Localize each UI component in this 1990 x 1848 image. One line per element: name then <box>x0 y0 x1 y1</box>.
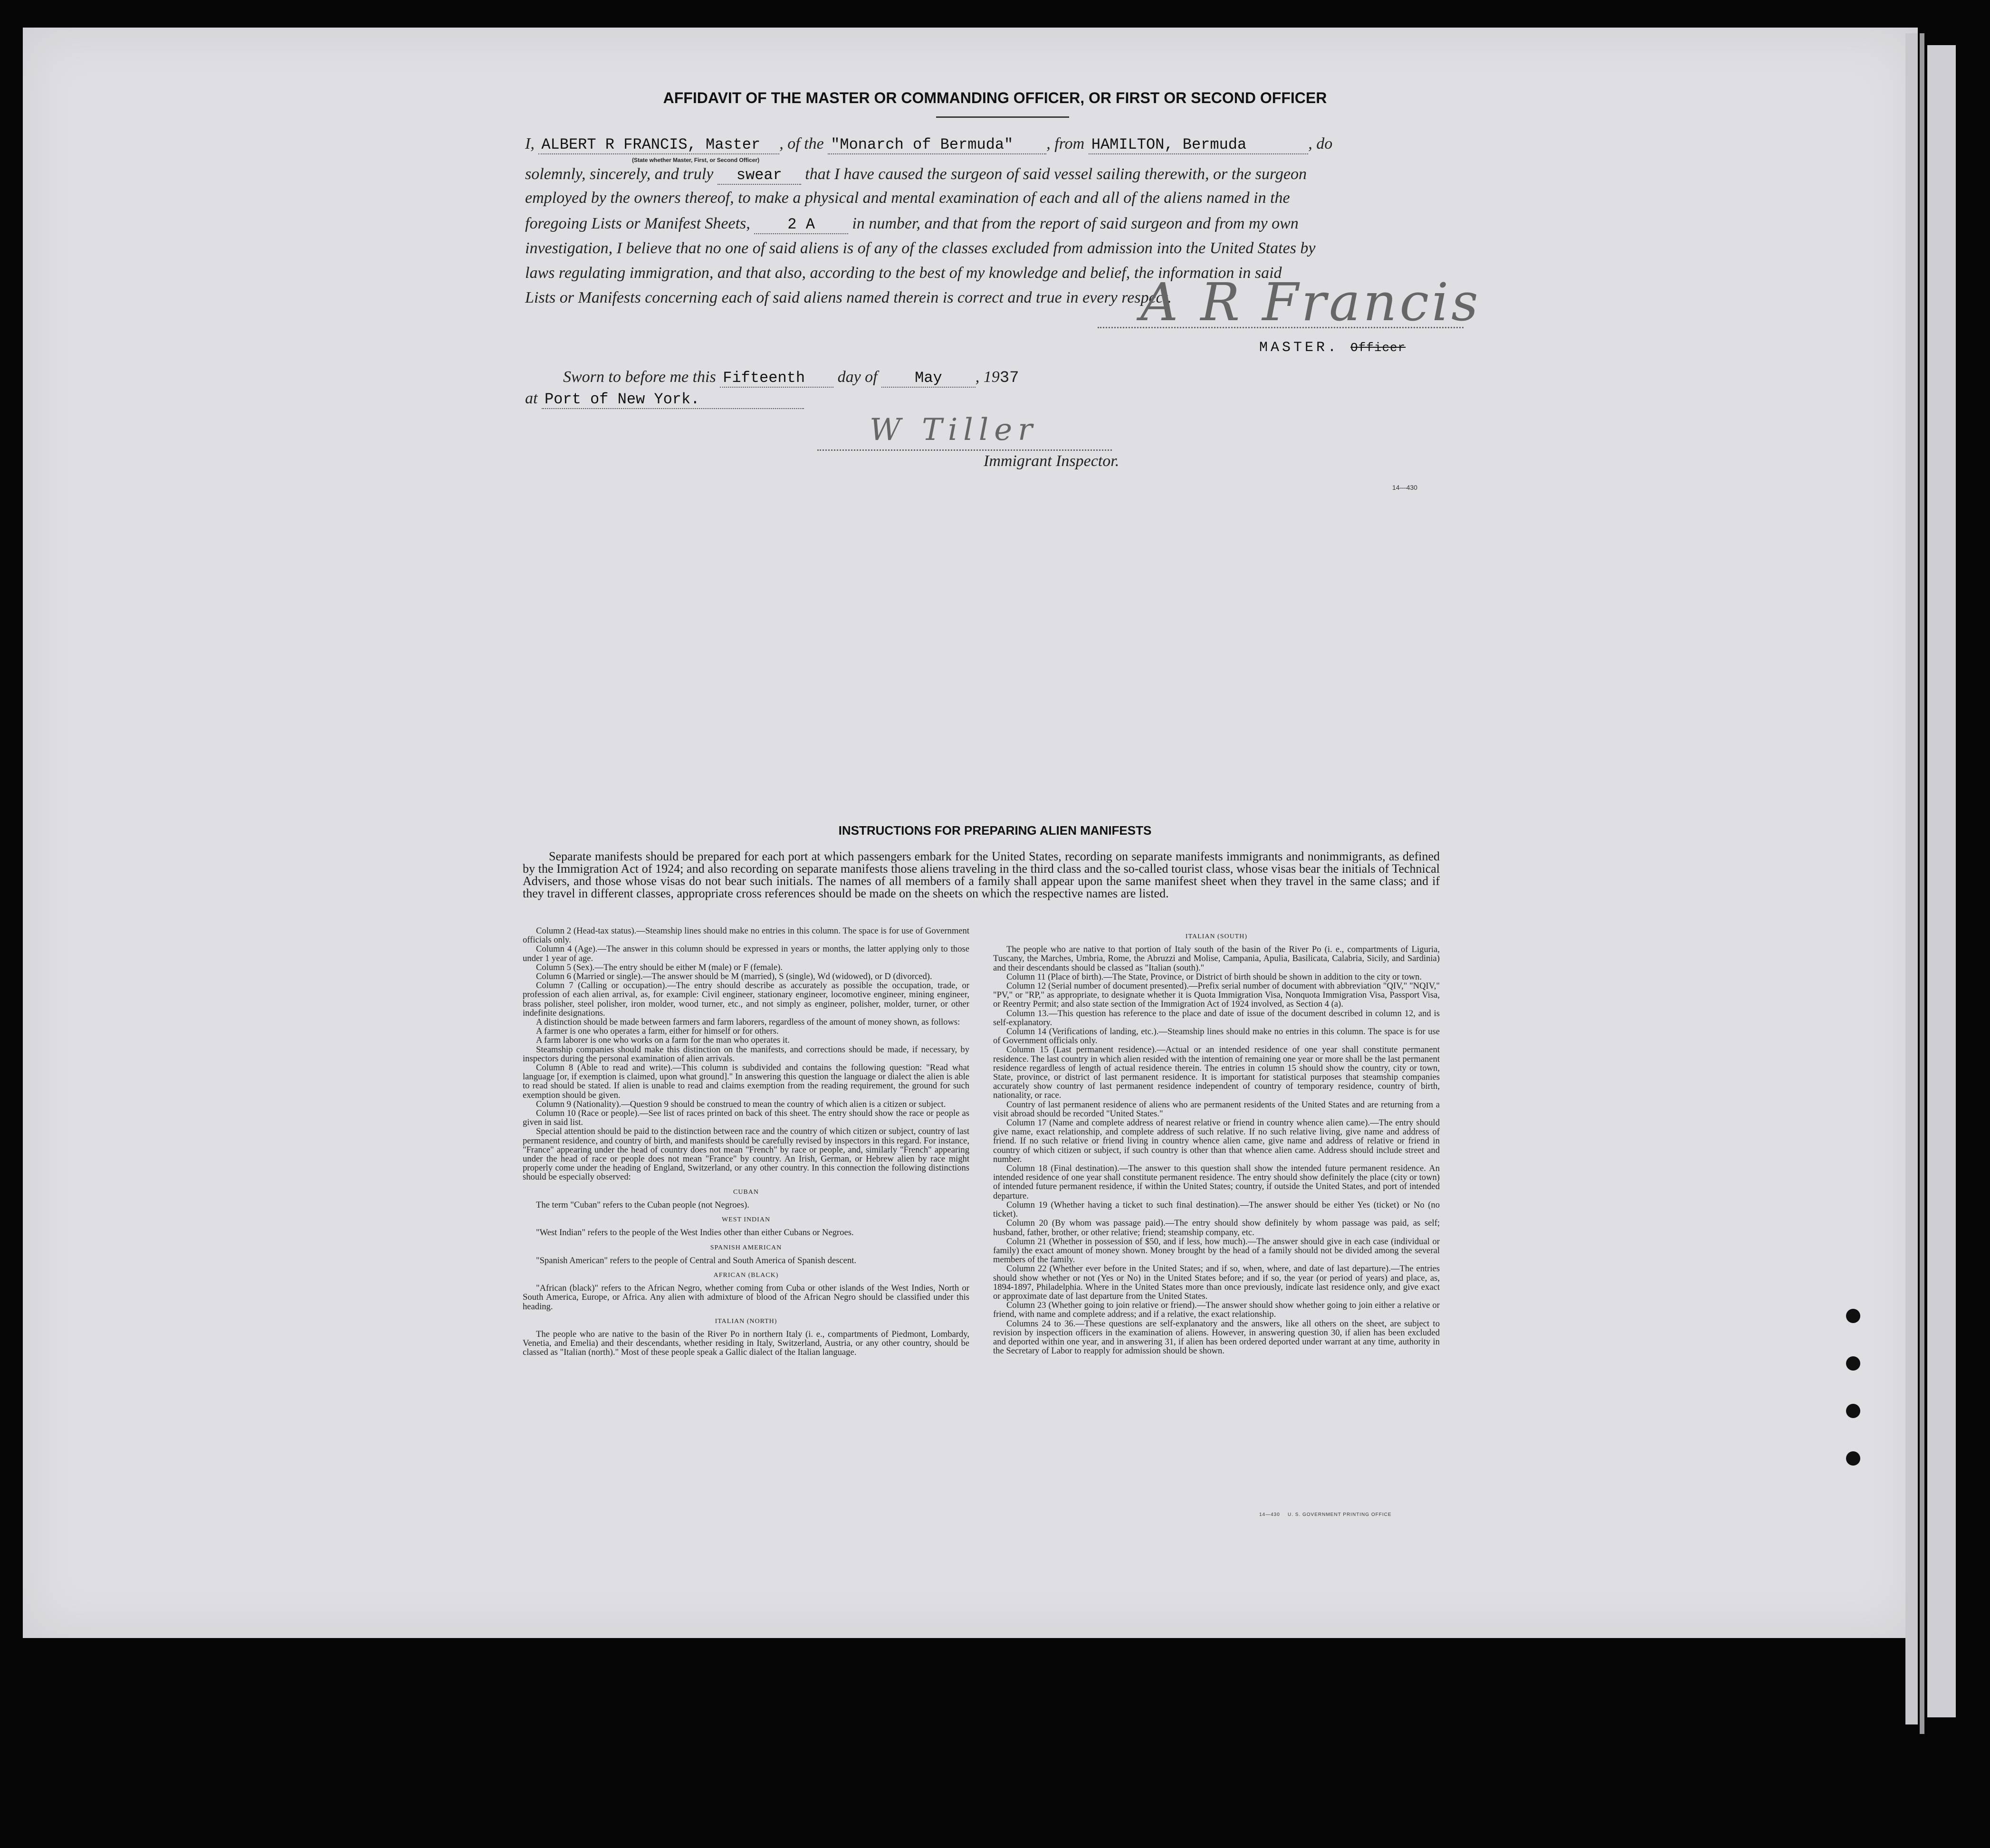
instruction-paragraph: Column 20 (By whom was passage paid).—The entry should show definitely by whom passage was paid, as self; husband, father, brother, or other relative; friend; steamship company, etc. <box>993 1218 1440 1238</box>
master-signature: A R Francis <box>1140 272 1481 333</box>
instruction-paragraph: Column 10 (Race or people).—See list of races printed on back of this sheet. The entry should show the race or people as given in said list. <box>523 1108 969 1128</box>
instruction-paragraph: A distinction should be made between farmers and farm laborers, regardless of the amount of money shown, as follows: <box>536 1017 960 1028</box>
place-field: Port of New York. <box>542 391 804 409</box>
instruction-paragraph: Column 18 (Final destination).—The answer to this question shall show the intended future permanent residence. An intended residence of one year shall constitute permanent residence. The entry should show definitely the place (city or town) of intended future permanent residence, if within the United States; country, if outside the United States, and port of intended departure. <box>993 1163 1440 1201</box>
instruction-paragraph: Column 4 (Age).—The answer in this column should be expressed in years or months, the latter applying only to those under 1 year of age. <box>523 944 969 963</box>
instruction-paragraph: Special attention should be paid to the distinction between race and the country of which citizen or subject, country of last permanent residence, and country of birth, and manifests should be carefully revised by inspectors in this regard. For instance, "France" appearing under the head of country does not mean "French" by race or people, and, similarly "French" appearing under the head of race or people does not mean "France" by country. An Irish, German, or Hebrew alien by race might properly come under the heading of England, Switzerland, or any other country. In this connection the following distinctions should be especially observed: <box>523 1126 969 1182</box>
instruction-paragraph: Column 7 (Calling or occupation).—The entry should describe as accurately as possible the occupation, trade, or profession of each alien arrival, as, for example: Civil engineer, stationary engineer, locomotive engineer, mining engineer, brass polisher, steel polisher, iron molder, wood turner, etc., and not simply as engineer, polisher, molder, turner, or other indefinite designations. <box>523 981 969 1018</box>
affidavit-line-3: employed by the owners thereof, to make a physical and mental examination of each and all of the aliens named in the <box>525 189 1290 207</box>
vessel-name-field: "Monarch of Bermuda" <box>828 136 1046 154</box>
instructions-intro: Separate manifests should be prepared for each port at which passengers embark for the United States, recording on separate manifests immigrants and nonimmigrants, as defined by the Immigration Act of 1924; and also recording on separate manifests those aliens traveling in the third class and the so-called tourist class, whose visas bear the initials of Technical Advisers, and those whose visas do not bear such initials. The names of all members of a family shall appear upon the same manifest sheet when they travel in the same class; and if they travel in different classes, appropriate cross references should be made on the sheets on which the respective names are listed. <box>523 849 1440 900</box>
page-edge <box>1920 33 1924 1734</box>
section-heading: AFRICAN (BLACK) <box>713 1271 779 1279</box>
sworn-line: Sworn to before me this Fifteenth day of May , 1937 <box>563 368 1019 387</box>
footer-form-number: 14—430 <box>1259 1512 1280 1517</box>
instruction-paragraph: Column 6 (Married or single).—The answer should be M (married), S (single), Wd (widowed), or D (divorced). <box>536 972 932 982</box>
instruction-paragraph: Column 9 (Nationality).—Question 9 should be construed to mean the country of which alien is a citizen or subject. <box>536 1099 946 1109</box>
affidavit-title: AFFIDAVIT OF THE MASTER OR COMMANDING OFFICER, OR FIRST OR SECOND OFFICER <box>663 89 1327 106</box>
port-field: HAMILTON, Bermuda <box>1089 136 1308 154</box>
instruction-paragraph: Column 11 (Place of birth).—The State, Province, or District of birth should be shown in addition to the city or town. <box>1006 972 1422 982</box>
instruction-paragraph: Country of last permanent residence of aliens who are permanent residents of the United States and are returning from a visit abroad should be recorded "United States." <box>993 1099 1440 1119</box>
of-the-text: , of the <box>779 135 824 152</box>
sworn-day-field: Fifteenth <box>720 369 833 388</box>
instruction-paragraph: Steamship companies should make this distinction on the manifests, and corrections should be made, if necessary, by inspectors during the personal examination of alien arrivals. <box>523 1044 969 1064</box>
page-edge <box>1905 33 1918 1724</box>
instruction-paragraph: Column 8 (Able to read and write).—This column is subdivided and contains the following question: "Read what language [or, if exemption is claimed, upon what ground]." In answering this question the language or dialect the alien is able to read should be stated. If alien is unable to read and claims exemption from the reading requirement, the ground for such exemption should be given. <box>523 1063 969 1100</box>
affidavit-line-5: investigation, I believe that no one of said aliens is of any of the classes excluded from admission into the United States by <box>525 239 1316 257</box>
affidavit-line-6: laws regulating immigration, and that also, according to the best of my knowledge and belief, the information in said <box>525 264 1282 282</box>
signature-line <box>1098 327 1464 328</box>
instruction-paragraph: A farm laborer is one who works on a farm for the man who operates it. <box>536 1035 790 1046</box>
page-edge <box>1927 45 1956 1717</box>
binder-hole <box>1846 1356 1860 1371</box>
instruction-paragraph: The people who are native to the basin of the River Po in northern Italy (i. e., compartments of Piedmont, Lombardy, Venetia, and Emelia) and their descendants, whether residing in Italy, Switzerland, Austria, or any other country, should be classed as "Italian (north)." Most of these people speak a Gallic dialect of the Italian language. <box>523 1329 969 1358</box>
from-text: , from <box>1046 135 1085 152</box>
instruction-paragraph: Column 5 (Sex).—The entry should be either M (male) or F (female). <box>536 962 783 972</box>
instruction-paragraph: Column 19 (Whether having a ticket to such final destination).—The answer should be either Yes (ticket) or No (no ticket). <box>993 1200 1440 1219</box>
instruction-paragraph: The people who are native to that portion of Italy south of the basin of the River Po (i. e., compartments of Liguria, Tuscany, the Marches, Umbria, Rome, the Abruzzi and Molise, Campania, Apulia, Basilicata, Calabria, Sicily, and Sardinia) and their descendants should be classed as "Italian (south)." <box>993 944 1440 973</box>
rank-label: MASTER. Officer <box>1259 340 1406 356</box>
section-heading: CUBAN <box>733 1188 759 1196</box>
binder-hole <box>1846 1404 1860 1418</box>
instruction-paragraph: Column 12 (Serial number of document presented).—Prefix serial number of document with abbreviation "QIV," "NQIV," "PV," or "RP," as appropriate, to designate whether it is Quota Immigration Visa, Nonquota Immigration Visa, Passport Visa, or Reentry Permit; and also state section of the Immigration Act of 1924 involved, as Section 4 (a). <box>993 981 1440 1010</box>
pronoun: I, <box>525 135 535 152</box>
rank-struck: Officer <box>1350 341 1406 355</box>
instruction-paragraph: The term "Cuban" refers to the Cuban people (not Negroes). <box>536 1200 749 1210</box>
instruction-paragraph: "African (black)" refers to the African Negro, whether coming from Cuba or other islands of the West Indies, North or South America, Europe, or Africa. Any alien with admixture of blood of the African Negro should be classified under this heading. <box>523 1283 969 1312</box>
instruction-paragraph: Column 13.—This question has reference to the place and date of issue of the document described in column 12, and is self-explanatory. <box>993 1008 1440 1028</box>
section-heading: ITALIAN (NORTH) <box>715 1317 777 1325</box>
instruction-paragraph: "Spanish American" refers to the people of Central and South America of Spanish descent. <box>536 1255 857 1266</box>
binder-hole <box>1846 1309 1860 1323</box>
officer-hint: (State whether Master, First, or Second Officer) <box>632 157 760 163</box>
do-text: , do <box>1308 135 1333 152</box>
place-line: at Port of New York. <box>525 390 804 408</box>
instruction-paragraph: Column 15 (Last permanent residence).—Actual or an intended residence of one year shall constitute permanent residence. The last country in which alien resided with the intention of remaining one year or more shall be the last permanent residence regardless of length of actual residence therein. The entries in column 15 should show the country, city or town, State, province, or district of last permanent residence. It is important for statistical purposes that steamship companies accurately show country of last permanent residence independent of country of temporary residence, country of birth, nationality, or race. <box>993 1045 1440 1101</box>
affidavit-line-2: solemnly, sincerely, and truly swear that I have caused the surgeon of said vessel sailing therewith, or the surgeon <box>525 165 1307 184</box>
inspector-title: Immigrant Inspector. <box>984 452 1119 470</box>
instructions-right-column <box>993 926 1440 1355</box>
inspector-signature-line <box>817 449 1112 451</box>
section-heading: WEST INDIAN <box>721 1216 771 1224</box>
instruction-paragraph: "West Indian" refers to the people of the West Indies other than either Cubans or Negroes. <box>536 1228 854 1238</box>
affidavit-line-7: Lists or Manifests concerning each of said aliens named therein is correct and true in every respect. <box>525 289 1172 306</box>
instruction-paragraph: Column 23 (Whether going to join relative or friend).—The answer should show whether going to join either a relative or friend, with name and complete address; and if a relative, the exact relationship. <box>993 1300 1440 1320</box>
affidavit-line-4: foregoing Lists or Manifest Sheets, 2 A in number, and that from the report of said surgeon and from my own <box>525 215 1299 233</box>
footer-printer: U. S. GOVERNMENT PRINTING OFFICE <box>1288 1512 1392 1517</box>
instruction-paragraph: Column 2 (Head-tax status).—Steamship lines should make no entries in this column. The space is for use of Government officials only. <box>523 926 969 945</box>
instruction-paragraph: Column 14 (Verifications of landing, etc.).—Steamship lines should make no entries in this column. The space is for use of Government officials only. <box>993 1027 1440 1046</box>
sworn-year-field: 37 <box>999 369 1019 387</box>
title-rule <box>936 116 1069 118</box>
section-heading: ITALIAN (SOUTH) <box>1185 933 1248 940</box>
sworn-month-field: May <box>881 369 976 388</box>
instruction-paragraph: Column 17 (Name and complete address of nearest relative or friend in country whence alien came).—The entry should give name, exact relationship, and complete address of such relative. If no such relative living, give name and address of friend. If no such relative or friend living in country whence alien came, give name and address of relative or friend in country of which citizen or subject, if such country is other than that whence alien came. Address should include street and number. <box>993 1118 1440 1164</box>
affidavit-line-1 <box>525 129 1452 160</box>
binder-hole <box>1846 1451 1860 1466</box>
instruction-paragraph: A farmer is one who operates a farm, either for himself or for others. <box>536 1026 779 1037</box>
instructions-title: INSTRUCTIONS FOR PREPARING ALIEN MANIFESTS <box>838 823 1152 838</box>
instruction-paragraph: Column 21 (Whether in possession of $50, and if less, how much).—The answer should give in each case (individual or family) the exact amount of money shown. Money brought by the head of a family should not be divided among the several members of the family. <box>993 1236 1440 1265</box>
oath-field: swear <box>718 166 801 185</box>
inspector-signature: W Tiller <box>870 412 1038 448</box>
form-number: 14—430 <box>1392 484 1417 491</box>
instruction-paragraph: Columns 24 to 36.—These questions are self-explanatory and the answers, like all others on the sheet, are subject to revision by inspection officers in the examination of aliens. However, in answering question 30, if alien has been excluded and deported within one year, and in answering 31, if alien has been ordered deported under warrant at any time, authority in the Secretary of Labor to reapply for admission should be shown. <box>993 1318 1440 1356</box>
instruction-paragraph: Column 22 (Whether ever before in the United States; and if so, when, where, and date of last departure).—The entries should show whether or not (Yes or No) in the United States before; and if so, the year (or period of years) and place, as, 1894-1897, Philadelphia. Where in the United States more than once previously, indicate last residence only, and give exact or approximate date of last departure from the United States. <box>993 1264 1440 1301</box>
section-heading: SPANISH AMERICAN <box>710 1244 782 1251</box>
sheet-count-field: 2 A <box>754 216 848 234</box>
officer-name-field: ALBERT R FRANCIS, Master <box>538 136 779 154</box>
instructions-left-column <box>523 926 969 1357</box>
